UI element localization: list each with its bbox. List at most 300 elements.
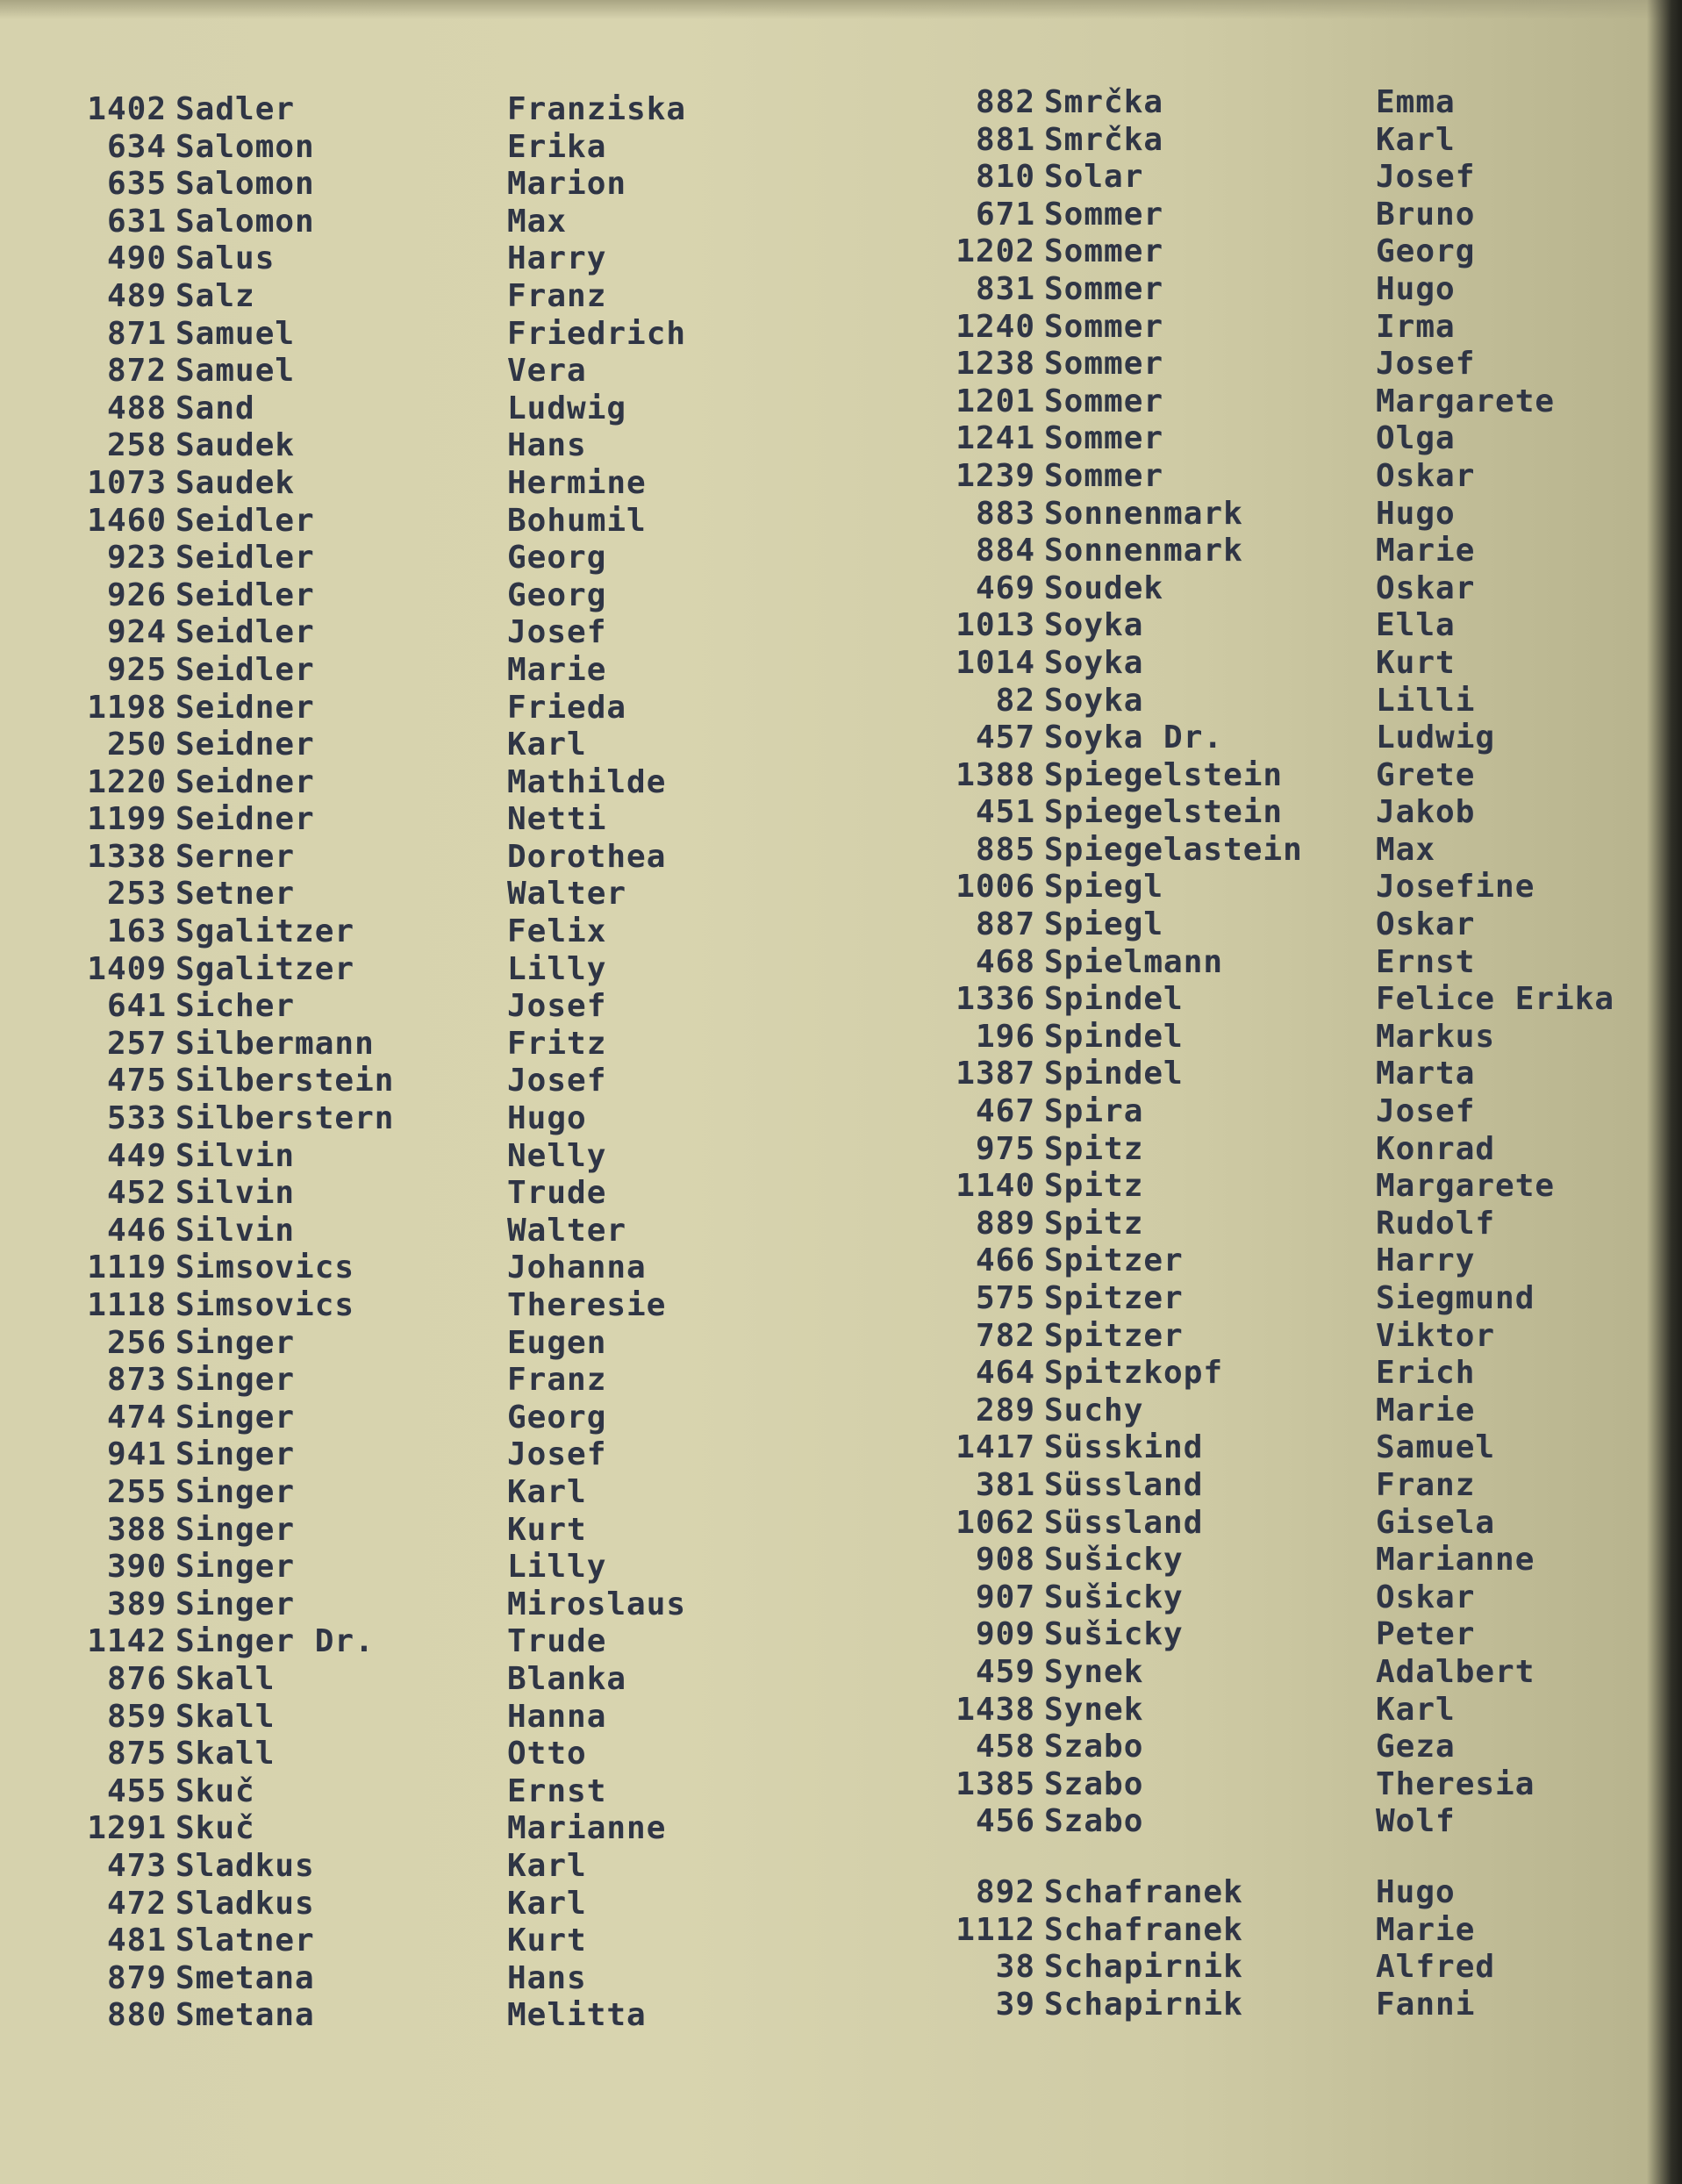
entry-surname: Smrčka [1044,84,1164,120]
entry-number: 889 [975,1205,1035,1242]
entry-first-name: Trude [507,1623,607,1660]
entry-surname: Spitz [1044,1205,1144,1242]
entry-number: 575 [975,1280,1035,1316]
entry-first-name: Nelly [507,1137,607,1174]
entry-surname: Singer [175,1473,296,1510]
entry-number: 1073 [87,464,167,501]
entry-first-name: Marianne [507,1810,667,1847]
list-item [913,1653,1535,1692]
entry-number: 908 [975,1542,1035,1579]
entry-first-name: Theresie [507,1287,667,1323]
list-item [44,1362,607,1400]
entry-first-name: Netti [507,801,607,838]
entry-number: 924 [106,614,167,651]
entry-surname: Singer [175,1362,296,1399]
list-item [913,869,1535,906]
entry-surname: Süssland [1044,1504,1204,1541]
list-item [44,1137,607,1176]
entry-number: 1118 [87,1287,167,1323]
entry-first-name: Marta [1376,1056,1476,1092]
entry-surname: Serner [175,838,296,875]
entry-first-name: Georg [507,540,607,576]
list-item [44,1025,607,1063]
entry-number: 466 [975,1242,1035,1279]
entry-first-name: Rudolf [1376,1205,1496,1242]
list-item [44,166,627,204]
entry-surname: Sgalitzer [175,913,355,950]
entry-number: 469 [975,569,1035,606]
list-item [913,1429,1496,1467]
list-item [44,689,627,727]
entry-first-name: Marie [507,651,607,688]
list-item [44,1549,607,1586]
entry-first-name: Josefine [1376,869,1535,906]
entry-number: 253 [106,876,167,913]
right-column-main [913,84,1615,1841]
entry-surname: Smetana [175,1959,315,1996]
list-item [913,308,1456,347]
entry-surname: Singer [175,1436,296,1473]
entry-first-name: Jakob [1376,794,1476,831]
list-item [913,1130,1496,1169]
entry-first-name: Hanna [507,1698,607,1735]
entry-first-name: Josef [1376,159,1476,196]
entry-first-name: Olga [1376,420,1456,457]
entry-number: 1220 [87,763,167,800]
entry-number: 467 [975,1093,1035,1130]
list-item [913,270,1456,309]
entry-surname: Soyka [1044,607,1144,644]
entry-first-name: Wolf [1376,1803,1456,1840]
entry-surname: Szabo [1044,1803,1144,1840]
entry-number: 475 [106,1063,167,1099]
entry-first-name: Ernst [507,1772,607,1809]
entry-first-name: Karl [507,727,587,763]
right-column-after-gap [913,1873,1496,2023]
entry-first-name: Max [1376,831,1436,868]
entry-first-name: Konrad [1376,1130,1496,1167]
entry-first-name: Samuel [1376,1429,1496,1466]
entry-surname: Silbermann [175,1025,375,1062]
entry-number: 887 [975,906,1035,943]
list-item [44,651,607,690]
list-item [913,720,1496,757]
entry-number: 1006 [956,869,1035,906]
entry-first-name: Georg [1376,233,1476,270]
entry-surname: Skuč [175,1810,255,1847]
entry-first-name: Erika [507,128,607,165]
entry-number: 456 [975,1803,1035,1840]
entry-surname: Simsovics [175,1250,355,1286]
entry-first-name: Ernst [1376,943,1476,980]
entry-first-name: Max [507,203,568,240]
column-gap [913,1841,1035,1874]
entry-number: 631 [106,203,167,240]
entry-number: 1199 [87,801,167,838]
entry-number: 449 [106,1137,167,1174]
entry-first-name: Trude [507,1175,607,1212]
list-item [913,1691,1456,1729]
list-item [913,1765,1535,1804]
entry-first-name: Fanni [1376,1986,1476,2023]
entry-first-name: Viktor [1376,1317,1496,1354]
entry-number: 455 [106,1772,167,1809]
entry-number: 926 [106,576,167,613]
entry-surname: Schapirnik [1044,1949,1243,1986]
entry-surname: Seidner [175,727,315,763]
list-item [44,1847,587,1886]
entry-first-name: Peter [1376,1616,1476,1653]
entry-number: 1238 [956,346,1035,383]
entry-surname: Silberstein [175,1063,395,1099]
entry-first-name: Georg [507,1399,607,1436]
entry-first-name: Oskar [1376,1579,1476,1615]
entry-number: 468 [975,943,1035,980]
list-item [913,1542,1535,1579]
entry-surname: Singer [175,1586,296,1622]
entry-surname: Simsovics [175,1287,355,1323]
list-item [913,1949,1496,1987]
entry-surname: Sommer [1044,270,1164,307]
entry-number: 1198 [87,689,167,726]
entry-surname: Seidler [175,576,315,613]
entry-first-name: Hugo [1376,495,1456,532]
entry-first-name: Siegmund [1376,1280,1535,1316]
entry-surname: Salz [175,277,255,314]
entry-first-name: Josef [1376,1093,1476,1130]
list-item [44,763,667,802]
entry-first-name: Ludwig [507,390,627,426]
entry-first-name: Miroslaus [507,1586,687,1622]
list-item [913,831,1436,870]
entry-number: 257 [106,1025,167,1062]
list-item [913,644,1456,683]
entry-number: 82 [995,682,1035,719]
list-item [44,727,587,764]
entry-number: 474 [106,1399,167,1436]
entry-number: 634 [106,128,167,165]
entry-number: 39 [995,1986,1035,2023]
entry-surname: Singer [175,1511,296,1548]
entry-surname: Szabo [1044,1729,1144,1765]
entry-first-name: Josef [1376,346,1476,383]
entry-number: 452 [106,1175,167,1212]
entry-first-name: Kurt [1376,644,1456,681]
list-item [44,240,607,278]
entry-number: 859 [106,1698,167,1735]
page-top-edge [0,0,1682,19]
list-item [913,1018,1496,1056]
entry-number: 1140 [956,1168,1035,1205]
entry-surname: Sušicky [1044,1542,1184,1579]
list-item [44,390,627,428]
entry-first-name: Marie [1376,1911,1476,1948]
list-item [913,1205,1496,1243]
entry-surname: Spindel [1044,1056,1184,1092]
entry-first-name: Alfred [1376,1949,1496,1986]
entry-surname: Spindel [1044,1018,1184,1055]
entry-first-name: Karl [1376,1691,1456,1728]
entry-number: 1338 [87,838,167,875]
list-item [44,1436,607,1474]
entry-surname: Smrčka [1044,121,1164,158]
entry-number: 1460 [87,502,167,539]
entry-number: 883 [975,495,1035,532]
entry-number: 1239 [956,457,1035,494]
entry-surname: Spitz [1044,1130,1144,1167]
entry-first-name: Bohumil [507,502,647,539]
entry-surname: Sadler [175,91,296,127]
entry-first-name: Hugo [1376,270,1456,307]
entry-number: 810 [975,159,1035,196]
entry-surname: Sicher [175,988,296,1025]
entry-surname: Skuč [175,1772,255,1809]
list-item [44,1100,587,1138]
entry-number: 1240 [956,308,1035,345]
entry-number: 909 [975,1616,1035,1653]
entry-first-name: Hermine [507,464,647,501]
entry-number: 907 [975,1579,1035,1615]
entry-surname: Synek [1044,1691,1144,1728]
entry-number: 1387 [956,1056,1035,1092]
entry-first-name: Harry [507,240,607,277]
entry-first-name: Oskar [1376,569,1476,606]
entry-first-name: Adalbert [1376,1653,1535,1690]
entry-first-name: Ludwig [1376,720,1496,756]
entry-first-name: Hugo [1376,1873,1456,1910]
entry-surname: Spira [1044,1093,1144,1130]
entry-number: 923 [106,540,167,576]
entry-surname: Schafranek [1044,1873,1243,1910]
entry-first-name: Melitta [507,1997,647,2034]
entry-number: 457 [975,720,1035,756]
entry-surname: Spiegl [1044,906,1164,943]
entry-surname: Silberstern [175,1100,395,1137]
list-item [44,576,607,615]
entry-surname: Setner [175,876,296,913]
entry-surname: Sommer [1044,457,1164,494]
list-item [44,1810,667,1848]
list-item [913,1093,1476,1131]
entry-number: 390 [106,1549,167,1586]
entry-first-name: Walter [507,876,627,913]
list-item [913,1280,1535,1318]
entry-number: 464 [975,1355,1035,1392]
entry-first-name: Fritz [507,1025,607,1062]
entry-surname: Soyka [1044,644,1144,681]
entry-surname: Smetana [175,1997,315,2034]
entry-surname: Salomon [175,128,315,165]
entry-surname: Salomon [175,203,315,240]
entry-first-name: Karl [507,1847,587,1884]
entry-number: 1438 [956,1691,1035,1728]
list-item [44,91,687,129]
entry-surname: Salus [175,240,276,277]
entry-first-name: Felix [507,913,607,950]
entry-surname: Schapirnik [1044,1986,1243,2023]
entry-first-name: Karl [507,1473,587,1510]
entry-surname: Süssland [1044,1466,1204,1503]
list-item [44,1623,607,1661]
entry-number: 1014 [956,644,1035,681]
list-item [44,1511,587,1550]
list-item [913,1729,1456,1766]
entry-surname: Saudek [175,464,296,501]
entry-number: 38 [995,1949,1035,1986]
entry-number: 472 [106,1885,167,1922]
entry-number: 881 [975,121,1035,158]
entry-surname: Sommer [1044,196,1164,233]
list-item [913,84,1456,122]
entry-surname: Seidler [175,502,315,539]
entry-first-name: Franziska [507,91,687,127]
entry-surname: Spiegelastein [1044,831,1303,868]
entry-first-name: Marion [507,166,627,203]
list-item [913,906,1476,944]
entry-first-name: Franz [507,277,607,314]
entry-first-name: Josef [507,614,607,651]
entry-surname: Singer [175,1324,296,1361]
entry-first-name: Dorothea [507,838,667,875]
list-item [913,1392,1476,1430]
list-item [44,1660,627,1699]
entry-number: 885 [975,831,1035,868]
entry-surname: Spitzer [1044,1280,1184,1316]
entry-surname: Samuel [175,315,296,352]
list-item [44,1212,627,1250]
entry-first-name: Bruno [1376,196,1476,233]
entry-number: 975 [975,1130,1035,1167]
list-item [913,682,1476,720]
list-item [913,121,1456,160]
entry-number: 871 [106,315,167,352]
entry-number: 451 [975,794,1035,831]
entry-number: 1291 [87,1810,167,1847]
entry-surname: Sommer [1044,420,1164,457]
entry-surname: Schafranek [1044,1911,1243,1948]
entry-number: 925 [106,651,167,688]
list-item [44,464,647,503]
entry-number: 873 [106,1362,167,1399]
entry-number: 1202 [956,233,1035,270]
list-item [913,1504,1496,1543]
entry-number: 1201 [956,383,1035,419]
entry-surname: Silvin [175,1212,296,1249]
list-item [913,495,1456,533]
entry-surname: Skall [175,1660,276,1697]
entry-first-name: Eugen [507,1324,607,1361]
entry-number: 250 [106,727,167,763]
list-item [913,1803,1456,1841]
entry-number: 876 [106,1660,167,1697]
entry-surname: Singer Dr. [175,1623,375,1660]
entry-number: 256 [106,1324,167,1361]
entry-number: 635 [106,166,167,203]
entry-number: 1385 [956,1765,1035,1802]
list-item [44,988,607,1026]
list-item [913,159,1476,197]
entry-number: 488 [106,390,167,426]
entry-surname: Soyka [1044,682,1144,719]
list-item [913,1873,1456,1912]
entry-first-name: Markus [1376,1018,1496,1055]
entry-number: 289 [975,1392,1035,1429]
list-item [913,794,1476,832]
list-item [913,756,1476,795]
list-item [44,876,627,913]
entry-first-name: Lilly [507,950,607,987]
list-item [44,1175,607,1213]
entry-surname: Skall [175,1698,276,1735]
entry-surname: Sušicky [1044,1579,1184,1615]
entry-number: 258 [106,427,167,464]
entry-first-name: Lilly [507,1549,607,1586]
list-item [44,1473,587,1512]
entry-number: 882 [975,84,1035,120]
entry-number: 196 [975,1018,1035,1055]
entry-first-name: Irma [1376,308,1456,345]
list-item [44,1250,647,1287]
list-item [913,981,1615,1019]
entry-surname: Sommer [1044,308,1164,345]
right-column [913,84,1615,2023]
list-item [913,1986,1476,2024]
list-item [913,1911,1476,1950]
list-item [913,196,1476,234]
entry-surname: Spitzer [1044,1317,1184,1354]
list-item [913,383,1556,421]
left-column [44,91,687,2035]
entry-first-name: Oskar [1376,457,1476,494]
entry-surname: Seidler [175,540,315,576]
entry-surname: Samuel [175,353,296,390]
entry-number: 1013 [956,607,1035,644]
list-item [44,1772,607,1811]
list-item [913,233,1476,271]
list-item [913,1466,1476,1505]
entry-surname: Sommer [1044,233,1164,270]
list-item [44,540,607,577]
list-item [913,607,1456,645]
entry-first-name: Josef [507,988,607,1025]
entry-first-name: Oskar [1376,906,1476,943]
entry-first-name: Grete [1376,756,1476,793]
entry-surname: Spiegelstein [1044,756,1284,793]
entry-number: 1402 [87,91,167,127]
entry-surname: Slatner [175,1923,315,1959]
list-item [913,1616,1476,1654]
list-item [44,1287,667,1325]
entry-surname: Singer [175,1399,296,1436]
list-item [913,420,1456,458]
entry-number: 473 [106,1847,167,1884]
entry-number: 459 [975,1653,1035,1690]
entry-surname: Spitz [1044,1168,1144,1205]
entry-number: 388 [106,1511,167,1548]
entry-number: 879 [106,1959,167,1996]
list-item [44,427,587,465]
entry-surname: Spiegelstein [1044,794,1284,831]
entry-first-name: Emma [1376,84,1456,120]
entry-first-name: Theresia [1376,1765,1535,1802]
entry-number: 163 [106,913,167,950]
page-dark-edge [1647,0,1682,2184]
entry-surname: Szabo [1044,1765,1144,1802]
entry-surname: Soyka Dr. [1044,720,1224,756]
entry-number: 831 [975,270,1035,307]
entry-first-name: Vera [507,353,587,390]
entry-first-name: Franz [507,1362,607,1399]
